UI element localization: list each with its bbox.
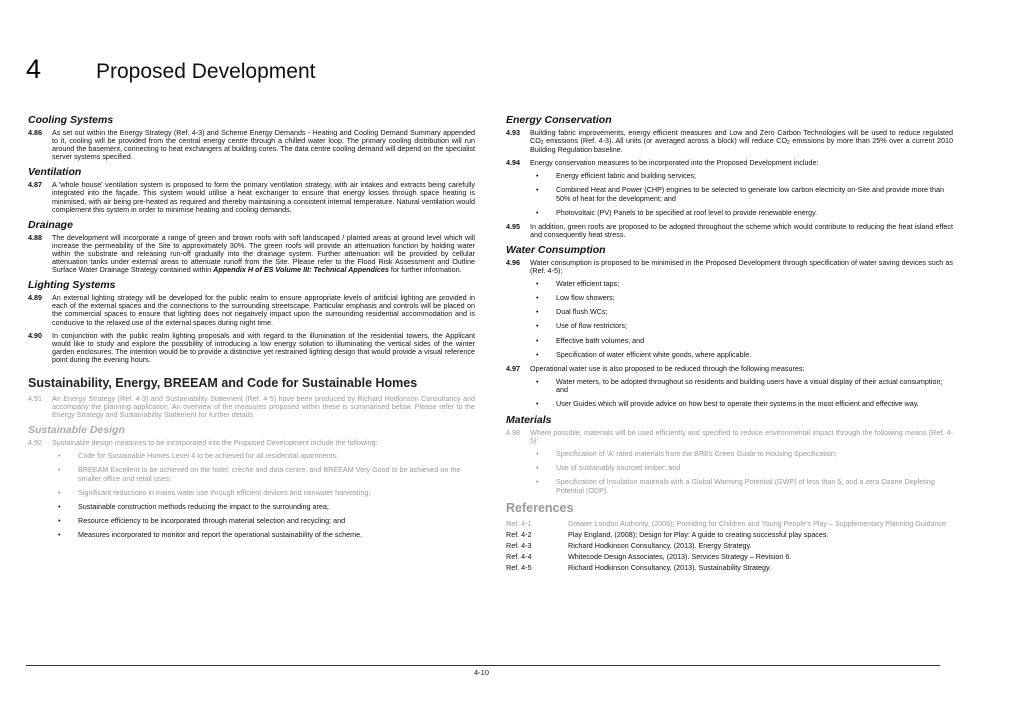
bullet-icon: • — [536, 307, 539, 317]
list-item: • Water efficient taps; — [530, 280, 953, 288]
heading-energy-conservation: Energy Conservation — [506, 114, 612, 126]
paragraph-text — [52, 234, 475, 274]
paragraph-text: In addition, green roofs are proposed to be adopted throughout the scheme which would contribute to reducing the heat island effect and consequently heat stress. — [530, 221, 953, 239]
list-item: • Significant reductions in mains water use through efficient devices and rainwater harvesting; — [52, 489, 475, 497]
paragraph-4-97 — [506, 365, 953, 373]
paragraph-text: A 'whole house' ventilation system is proposed to form the primary ventilation strategy, with air intakes and extracts being carefully integrated into the façade. This system would utilise a heat exchanger to ensure that energy losses through space heating is minimised, with air being pre-heated as required and thereby maintaining a consistent internal temperature. Natural ventilation would complement this system in order to minimise heating and cooling demands. — [52, 180, 475, 214]
bullet-icon: • — [536, 349, 539, 359]
list-item: • Sustainable construction methods reducing the impact to the surrounding area; — [52, 503, 475, 511]
list-item: • Specification of 'A' rated materials from the BREs Green Guide to Housing Specification; — [530, 450, 953, 458]
water-devices-list — [506, 280, 953, 359]
bullet-icon: • — [536, 293, 539, 303]
appendix-reference: Appendix H of ES Volume III: Technical Appendices — [213, 265, 389, 275]
paragraph-4-90 — [28, 332, 475, 364]
bullet-icon: • — [58, 487, 61, 497]
paragraph-4-91 — [28, 395, 475, 419]
paragraph-4-94 — [506, 159, 953, 167]
paragraph-text-main: The development will incorporate a range of green and brown roofs with soft landscaped / planted areas at ground level which will increase the permeability of the Site to approximately 30%. The green roofs will provide an attenuation function by holding water within the substrate and releasing run-off gradually into the drainage system. Further attenuation will be provided by cellular attenuation tanks under external areas to attenuate runoff from the Site. Please refer to the Flood Risk Assessment and Outline Surface Water Drainage Strategy contained within — [52, 232, 475, 275]
paragraph-number: 4.87 — [28, 180, 42, 190]
list-item: • Resource efficiency to be incorporated through material selection and recycling; and — [52, 517, 475, 525]
paragraph-number: 4.96 — [506, 257, 520, 267]
list-item: • Measures incorporated to monitor and report the operational sustainability of the scheme. — [52, 531, 475, 539]
heading-cooling-systems: Cooling Systems — [28, 114, 114, 126]
reference-item: Ref. 4-2 Play England, (2008); Design for Play: A guide to creating successful play spaces. — [506, 529, 829, 539]
list-item: • Code for Sustainable Homes Level 4 to be achieved for all residential apartments; — [52, 452, 475, 460]
heading-materials: Materials — [506, 414, 552, 427]
paragraph-4-93 — [506, 129, 953, 154]
bullet-icon: • — [536, 185, 539, 195]
right-column — [506, 110, 953, 575]
bullet-icon: • — [58, 515, 61, 525]
bullet-icon: • — [536, 279, 539, 289]
paragraph-text: In conjunction with the public realm lighting proposals and with regard to the illumination of the residential towers, the Applicant would like to study and explore the possibility of introducing a low energy solution to illuminating the vertical sides of the winter garden enclosures. The intention would be to provide a distinctive yet restrained lighting design that would provide a visual reference point during the evening hours. — [52, 330, 475, 364]
list-item: • Photovoltaic (PV) Panels to be specified at roof level to provide renewable energy. — [530, 209, 953, 217]
references-list — [506, 520, 953, 572]
bullet-icon: • — [536, 449, 539, 459]
list-item: • Low flow showers; — [530, 294, 953, 302]
reference-item: Ref. 4-3 Richard Hodkinson Consultancy, (2013). Energy Strategy. — [506, 540, 752, 550]
list-item: • Dual flush WCs; — [530, 308, 953, 316]
reference-item: Ref. 4-4 Whitecode Design Associates, (2013). Services Strategy – Revision 6. — [506, 551, 792, 561]
paragraph-4-89 — [28, 294, 475, 326]
paragraph-4-98 — [506, 429, 953, 445]
bullet-icon: • — [58, 501, 61, 511]
list-item: • Use of flow restrictors; — [530, 322, 953, 330]
paragraph-4-92 — [28, 439, 475, 447]
paragraph-4-86 — [28, 129, 475, 161]
paragraph-text: Operational water use is also proposed to be reduced through the following measures: — [530, 363, 805, 373]
bullet-icon: • — [536, 477, 539, 487]
paragraph-4-88 — [28, 234, 475, 274]
operational-water-list — [506, 378, 953, 408]
left-column — [28, 110, 475, 545]
list-item: • Combined Heat and Power (CHP) engines to be selected to generate low carbon electricity on-Site and provide more than 50% of heat for the development; and — [530, 186, 953, 202]
paragraph-text: Energy conservation measures to be incorporated into the Proposed Development include: — [530, 158, 819, 168]
paragraph-number: 4.91 — [28, 393, 42, 403]
paragraph-number: 4.92 — [28, 438, 42, 448]
heading-sustainable-design: Sustainable Design — [28, 424, 125, 437]
bullet-icon: • — [58, 451, 61, 461]
bullet-icon: • — [536, 335, 539, 345]
paragraph-4-96 — [506, 259, 953, 275]
list-item: • Specification of Insulation materials with a Global Warming Potential (GWP) of less than 5, and a zero Ozone Depleting Potential (ODP). — [530, 478, 953, 494]
paragraph-text: Building fabric improvements, energy efficient measures and Low and Zero Carbon Technologies will be used to reduce regulated $CO_2$ emissions (Ref. 4-3). All units (or averaged across a block) will reduce $CO_2$ emissions by more than 25% over a current 2010 Building Regulation baseline. — [530, 128, 954, 155]
paragraph-text: Sustainable design measures to be incorporated into the Proposed Development include the following: — [52, 438, 378, 448]
sustainable-design-list — [28, 452, 475, 539]
list-item: • Water meters, to be adopted throughout so residents and building users have a visual display of their actual consumption; and — [530, 378, 953, 394]
paragraph-number: 4.94 — [506, 158, 520, 168]
list-item: • BREEAM Excellent to be achieved on the hotel, crèche and data centre, and BREEAM Very Good to be achieved on the smaller office and retail uses; — [52, 466, 475, 482]
page-number: 4-10 — [474, 668, 490, 677]
bullet-icon: • — [536, 207, 539, 217]
bullet-icon: • — [536, 321, 539, 331]
list-item: • Energy efficient fabric and building services; — [530, 172, 953, 180]
heading-water-consumption: Water Consumption — [506, 243, 606, 256]
paragraph-number: 4.98 — [506, 428, 520, 438]
paragraph-number: 4.93 — [506, 128, 520, 137]
list-item: • Effective bath volumes; and — [530, 337, 953, 345]
list-item: • Specification of water efficient white goods, where applicable. — [530, 351, 953, 359]
paragraph-number: 4.95 — [506, 221, 520, 231]
paragraph-text: Water consumption is proposed to be minimised in the Proposed Development through specification of water saving devices such as (Ref. 4-5): — [530, 257, 953, 276]
bullet-icon: • — [58, 465, 61, 475]
bullet-icon: • — [536, 463, 539, 473]
paragraph-number: 4.89 — [28, 293, 42, 303]
bullet-icon: • — [536, 171, 539, 181]
paragraph-text: An external lighting strategy will be developed for the public realm to ensure appropriate levels of artificial lighting are provided in each of the external spaces and the connections to the surrounding streetscape. Particular emphasis and controls will be placed on the commercial spaces to ensure that lighting does not negatively impact upon the surrounding residential accommodation and is conducive to the relaxed use of the external spaces during night time. — [52, 293, 475, 327]
heading-drainage: Drainage — [28, 218, 73, 231]
paragraph-text: An Energy Strategy (Ref. 4-3) and Sustainability Statement (Ref. 4-5) have been produced by Richard Hodkinson Consultancy and accompany the planning application. An overview of the measures proposed within these is summarised below. Please refer to the Energy Strategy and Sustainability Statement for further details. — [52, 393, 475, 420]
paragraph-number: 4.90 — [28, 330, 42, 340]
footer-divider — [26, 665, 940, 666]
list-item: • Use of sustainably sourced timber; and — [530, 464, 953, 472]
list-item: • User Guides which will provide advice on how best to operate their systems in the most efficient and effective way. — [530, 400, 953, 408]
chapter-title: Proposed Development — [96, 60, 316, 83]
paragraph-number: 4.97 — [506, 363, 520, 373]
paragraph-number: 4.86 — [28, 128, 42, 137]
paragraph-text: Where possible, materials will be used efficiently and specified to reduce environmental impact through the following means (Ref. 4-5): — [530, 428, 953, 446]
paragraph-number: 4.88 — [28, 232, 42, 242]
paragraph-text-tail: for further information. — [388, 265, 462, 275]
heading-lighting-systems: Lighting Systems — [28, 279, 116, 292]
heading-sustainability: Sustainability, Energy, BREEAM and Code for Sustainable Homes — [28, 375, 418, 390]
reference-item: Ref. 4-1 Greater London Authority, (2008); Providing for Children and Young People's Play – Supplementary Planning Guidance — [506, 518, 947, 528]
bullet-icon: • — [536, 376, 539, 386]
bullet-icon: • — [58, 529, 61, 539]
energy-measures-list — [506, 172, 953, 216]
paragraph-4-87 — [28, 181, 475, 213]
paragraph-4-95 — [506, 223, 953, 239]
materials-list — [506, 450, 953, 494]
heading-ventilation: Ventilation — [28, 166, 82, 179]
bullet-icon: • — [536, 398, 539, 408]
chapter-number: 4 — [26, 54, 42, 84]
reference-item: Ref. 4-5 Richard Hodkinson Consultancy, (2013). Sustainability Strategy. — [506, 563, 772, 572]
paragraph-text: As set out within the Energy Strategy (Ref. 4-3) and Scheme Energy Demands - Heating and Cooling Demand Summary appended to it, cooling will be provided from the central energy centre through a chilled water loop. The primary cooling distribution will run around the basement, connecting to heat exchangers at building cores. The data centre cooling demand will depend on the specialist server systems specified. — [52, 128, 475, 162]
heading-references: References — [506, 500, 574, 515]
